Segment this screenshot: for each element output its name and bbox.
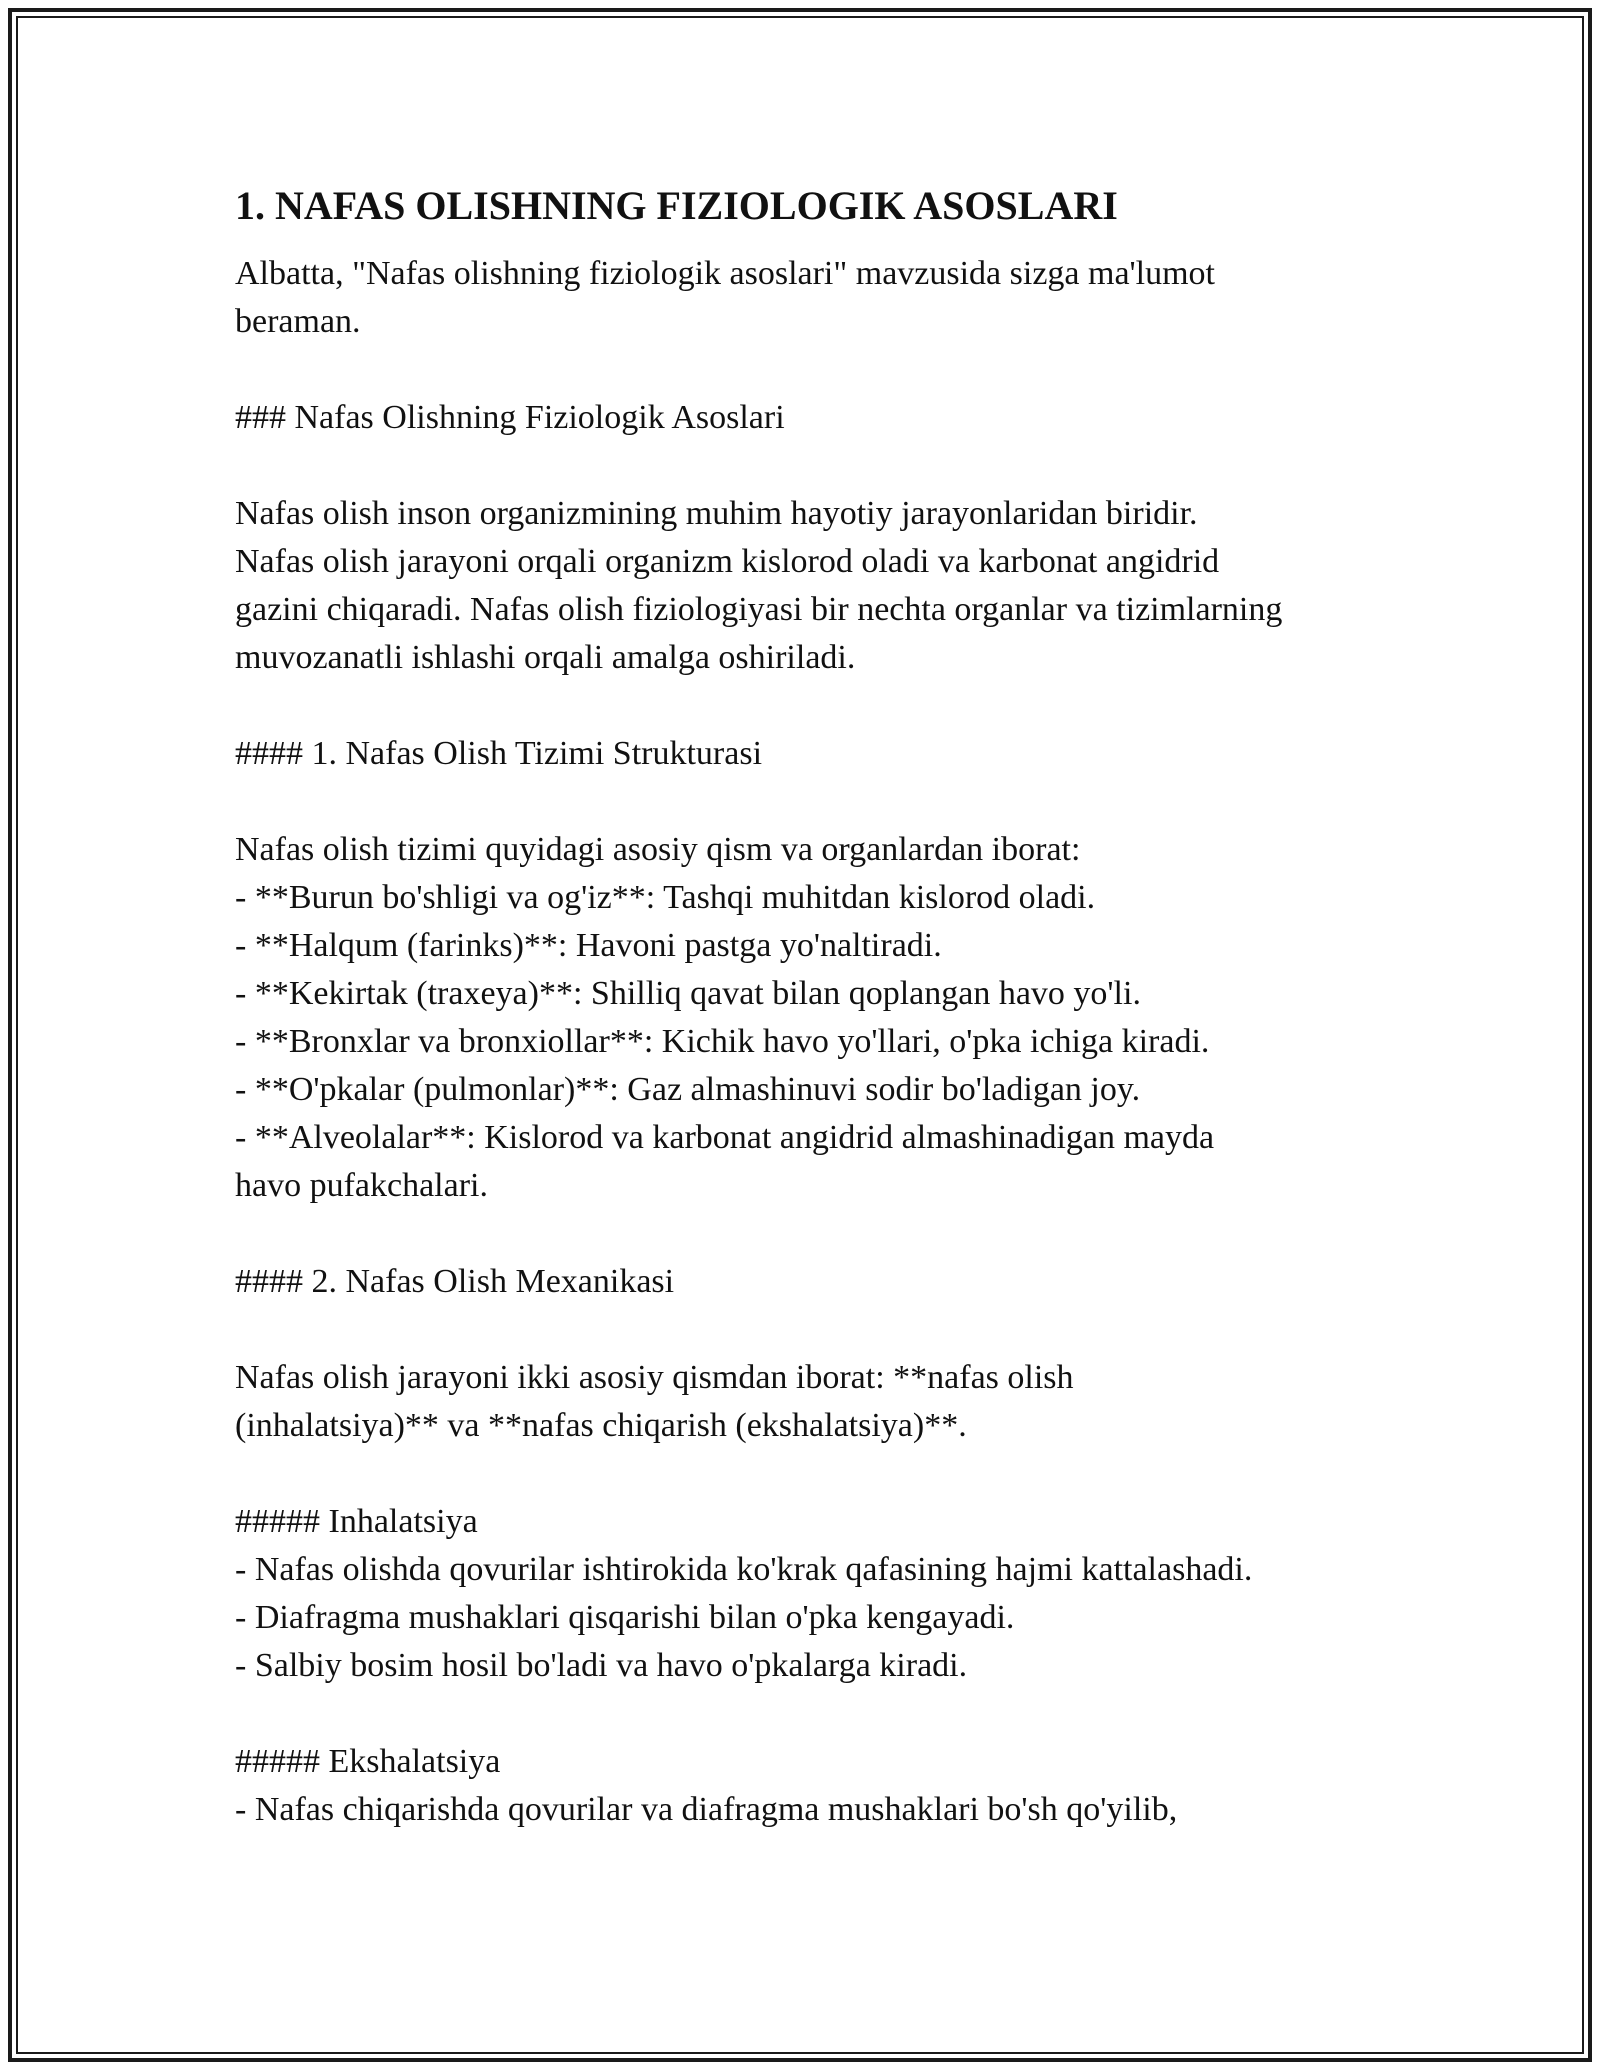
text-line: beraman. xyxy=(235,303,361,340)
text-line: muvozanatli ishlashi orqali amalga oshiriladi. xyxy=(235,639,856,676)
text-line: Nafas olish tizimi quyidagi asosiy qism va organlardan iborat: xyxy=(235,831,1081,868)
text-line: - **Alveolalar**: Kislorod va karbonat angidrid almashinadigan mayda xyxy=(235,1119,1215,1156)
paragraph xyxy=(235,730,1395,778)
text-line: Nafas olish jarayoni orqali organizm kislorod oladi va karbonat angidrid xyxy=(235,543,1220,580)
text-line: ##### Ekshalatsiya xyxy=(235,1743,501,1780)
text-line: Nafas olish inson organizmining muhim hayotiy jarayonlaridan biridir. xyxy=(235,495,1198,532)
text-line: havo pufakchalari. xyxy=(235,1167,488,1204)
text-line: - Salbiy bosim hosil bo'ladi va havo o'pkalarga kiradi. xyxy=(235,1647,968,1684)
text-line: - **Burun bo'shligi va og'iz**: Tashqi muhitdan kislorod oladi. xyxy=(235,879,1096,916)
paragraph xyxy=(235,394,1395,442)
paragraph-spacer xyxy=(235,1210,1395,1258)
text-line: - **Kekirtak (traxeya)**: Shilliq qavat bilan qoplangan havo yo'li. xyxy=(235,975,1141,1012)
text-line: - **Bronxlar va bronxiollar**: Kichik havo yo'llari, o'pka ichiga kiradi. xyxy=(235,1023,1210,1060)
text-line: #### 2. Nafas Olish Mexanikasi xyxy=(235,1263,675,1300)
paragraph-spacer xyxy=(235,778,1395,826)
text-line: #### 1. Nafas Olish Tizimi Strukturasi xyxy=(235,735,763,772)
document-body xyxy=(235,182,1395,1834)
text-line: gazini chiqaradi. Nafas olish fiziologiyasi bir nechta organlar va tizimlarning xyxy=(235,591,1283,628)
paragraph-spacer xyxy=(235,1450,1395,1498)
paragraph xyxy=(235,1498,1395,1690)
paragraph xyxy=(235,1258,1395,1306)
document-title: 1. NAFAS OLISHNING FIZIOLOGIK ASOSLARI xyxy=(235,183,1118,228)
text-line: Albatta, "Nafas olishning fiziologik asoslari" mavzusida sizga ma'lumot xyxy=(235,255,1216,292)
text-line: ### Nafas Olishning Fiziologik Asoslari xyxy=(235,399,785,436)
paragraph-spacer xyxy=(235,1306,1395,1354)
text-line: ##### Inhalatsiya xyxy=(235,1503,478,1540)
text-line: (inhalatsiya)** va **nafas chiqarish (ekshalatsiya)**. xyxy=(235,1407,967,1444)
paragraph xyxy=(235,1354,1395,1450)
text-line: - **Halqum (farinks)**: Havoni pastga yo'naltiradi. xyxy=(235,927,942,964)
paragraph xyxy=(235,490,1395,682)
text-line: - Nafas chiqarishda qovurilar va diafragma mushaklari bo'sh qo'yilib, xyxy=(235,1791,1178,1828)
text-line: Nafas olish jarayoni ikki asosiy qismdan iborat: **nafas olish xyxy=(235,1359,1074,1396)
text-line: - Nafas olishda qovurilar ishtirokida ko'krak qafasining hajmi kattalashadi. xyxy=(235,1551,1253,1588)
paragraph xyxy=(235,250,1395,346)
text-line: - **O'pkalar (pulmonlar)**: Gaz almashinuvi sodir bo'ladigan joy. xyxy=(235,1071,1141,1108)
paragraph xyxy=(235,826,1395,1210)
paragraph-spacer xyxy=(235,442,1395,490)
text-line: - Diafragma mushaklari qisqarishi bilan o'pka kengayadi. xyxy=(235,1599,1015,1636)
paragraph xyxy=(235,1738,1395,1834)
document-blocks xyxy=(235,250,1395,1834)
paragraph-spacer xyxy=(235,682,1395,730)
paragraph-spacer xyxy=(235,1690,1395,1738)
paragraph-spacer xyxy=(235,346,1395,394)
